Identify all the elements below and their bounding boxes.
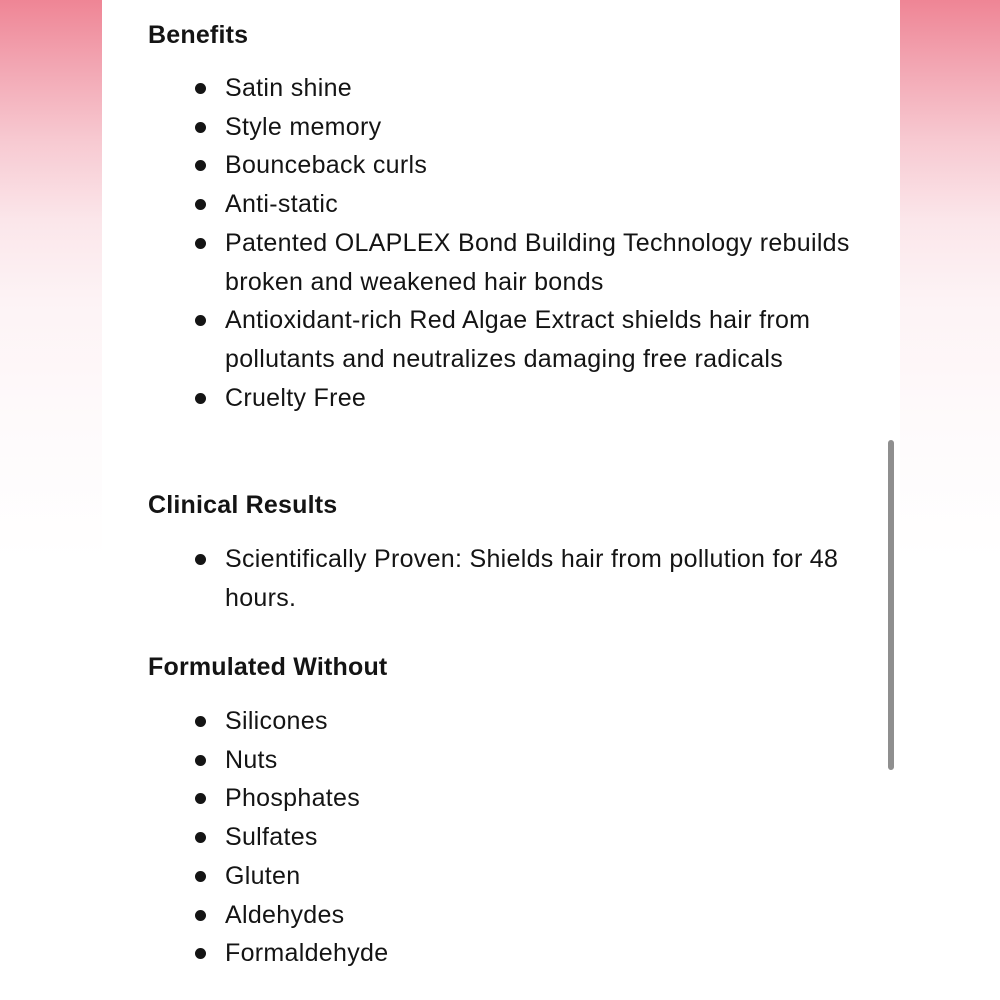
vertical-scrollbar[interactable] (888, 440, 894, 770)
list-item (225, 379, 865, 418)
bullet-icon (195, 554, 206, 565)
list-item (225, 702, 865, 741)
list-item-text: Antioxidant-rich Red Algae Extract shields hair from pollutants and neutralizes damaging free radicals (225, 306, 811, 373)
list-item-text: Bounceback curls (225, 151, 428, 180)
list-item-text: Phosphates (225, 784, 361, 813)
formulated-without-list (225, 702, 865, 973)
bullet-icon (195, 948, 206, 959)
list-item-text: Anti-static (225, 190, 339, 219)
list-item (225, 857, 865, 896)
list-item-text: Satin shine (225, 74, 352, 102)
right-pink-backdrop (898, 0, 1000, 1000)
benefits-list (225, 69, 865, 417)
bullet-icon (195, 83, 206, 94)
left-pink-backdrop (0, 0, 102, 1000)
clinical-results-list (225, 540, 865, 617)
list-item-text: Gluten (225, 861, 301, 890)
list-item-text: Formaldehyde (225, 939, 389, 968)
list-item-text: Nuts (225, 745, 278, 774)
bullet-icon (195, 871, 206, 882)
formulated-without-heading: Formulated Without (148, 653, 388, 681)
list-item (225, 818, 865, 857)
list-item-text: Silicones (225, 707, 328, 735)
product-details-panel (102, 0, 900, 1000)
list-item (225, 185, 865, 224)
list-item (225, 224, 865, 301)
list-item (225, 69, 865, 108)
list-item-text: Sulfates (225, 823, 318, 852)
bullet-icon (195, 199, 206, 210)
list-item (225, 896, 865, 935)
bullet-icon (195, 238, 206, 249)
list-item (225, 934, 865, 973)
bullet-icon (195, 832, 206, 843)
bullet-icon (195, 315, 206, 326)
bullet-icon (195, 122, 206, 133)
list-item-text: Style memory (225, 112, 382, 141)
list-item-text: Patented OLAPLEX Bond Building Technology rebuilds broken and weakened hair bonds (225, 228, 850, 296)
bullet-icon (195, 393, 206, 404)
bullet-icon (195, 793, 206, 804)
list-item (225, 301, 865, 378)
list-item (225, 108, 865, 147)
clinical-results-heading: Clinical Results (148, 491, 338, 519)
list-item (225, 540, 865, 617)
list-item-text: Aldehydes (225, 900, 345, 929)
bullet-icon (195, 755, 206, 766)
list-item-text: Cruelty Free (225, 383, 367, 412)
list-item-text: Scientifically Proven: Shields hair from pollution for 48 hours. (225, 545, 839, 612)
list-item (225, 779, 865, 818)
bullet-icon (195, 716, 206, 727)
list-item (225, 741, 865, 780)
benefits-heading: Benefits (148, 21, 249, 49)
bullet-icon (195, 160, 206, 171)
bullet-icon (195, 910, 206, 921)
list-item (225, 146, 865, 185)
